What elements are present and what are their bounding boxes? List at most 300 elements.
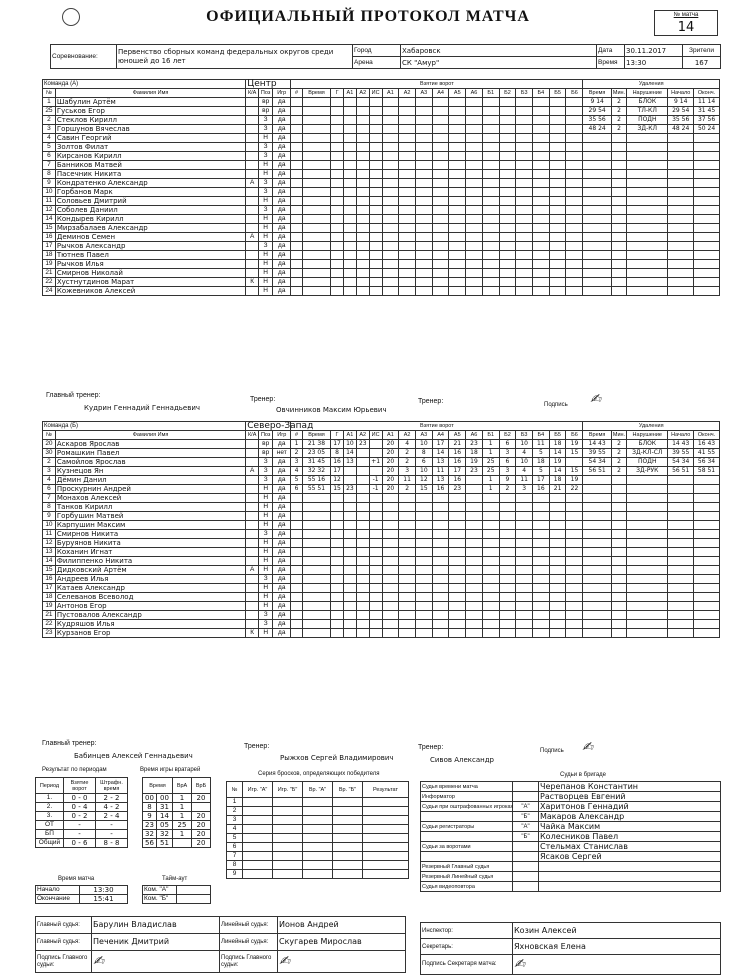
shootout-cell: [243, 870, 273, 879]
goalie-cell: 31: [157, 803, 173, 812]
goal-cell: [302, 107, 330, 116]
goal-cell: [356, 503, 369, 512]
goal-cell: [449, 98, 466, 107]
goal-cell: [549, 548, 566, 557]
goal-cell: [369, 503, 382, 512]
table-row: [43, 260, 720, 269]
goal-cell: [516, 125, 533, 134]
teamA-col-plus-5: А6: [466, 89, 483, 98]
player-position: Н: [259, 170, 273, 179]
goal-cell: [549, 620, 566, 629]
goal-cell: [516, 521, 533, 530]
goal-cell: [291, 512, 303, 521]
goal-cell: 4: [399, 440, 416, 449]
goal-cell: [482, 521, 499, 530]
goal-cell: [343, 494, 356, 503]
player-captain: [246, 224, 259, 233]
goal-cell: [302, 575, 330, 584]
goal-cell: [416, 242, 433, 251]
penalty-cell: [583, 152, 611, 161]
goal-cell: 16: [449, 449, 466, 458]
goalie-cell: 20: [192, 830, 211, 839]
goal-cell: [382, 215, 399, 224]
goal-time: [302, 458, 330, 467]
player-name: Кондратенко Александр: [55, 179, 245, 188]
pen-end-sec: 55: [707, 449, 716, 456]
player-name: Деминов Семен: [55, 233, 245, 242]
shootout-col-goalie-a: Вр. "А": [303, 782, 333, 798]
goal-cell: [416, 224, 433, 233]
goal-cell: [416, 260, 433, 269]
periods-col-pim: Штрафн. время: [96, 778, 128, 794]
goal-cell: [356, 557, 369, 566]
goal-cell: [399, 575, 416, 584]
goal-cell: 19: [566, 476, 583, 485]
goal-cell: [302, 557, 330, 566]
goal-cell: [466, 566, 483, 575]
goal-cell: [369, 98, 382, 107]
goal-cell: [533, 224, 550, 233]
goal-cell: [449, 620, 466, 629]
goal-cell: [566, 602, 583, 611]
goal-cell: [449, 494, 466, 503]
goal-cell: [549, 278, 566, 287]
goal-cell: 1: [291, 440, 303, 449]
player-played: да: [273, 260, 291, 269]
penalty-cell: [694, 143, 720, 152]
goal-cell: [549, 557, 566, 566]
team-a-coach2: Овчинников Максим Юрьевич: [276, 406, 387, 414]
time-label: Время: [597, 57, 625, 69]
penalty-cell: [627, 224, 668, 233]
player-played: да: [273, 134, 291, 143]
goal-cell: [566, 269, 583, 278]
arena-label: Арена: [353, 57, 401, 69]
player-played: да: [273, 287, 291, 296]
goal-cell: [416, 278, 433, 287]
penalty-cell: [583, 548, 611, 557]
goal-cell: [432, 278, 449, 287]
goal-cell: [382, 224, 399, 233]
goal-cell: [482, 188, 499, 197]
team-b-coach2-label: Тренер:: [244, 743, 270, 750]
goal-cell: 13: [432, 458, 449, 467]
player-number: 2: [43, 458, 56, 467]
player-name: Савин Георгий: [55, 134, 245, 143]
official-name: Стельмах Станислав: [539, 842, 721, 852]
team-b-coach: Бабинцев Алексей Геннадьевич: [74, 752, 193, 760]
goal-cell: [356, 566, 369, 575]
goal-cell: [369, 260, 382, 269]
goal-cell: [549, 188, 566, 197]
goal-time-min: 32: [307, 467, 316, 474]
teamB-col-roster-2: К/А: [246, 431, 259, 440]
goal-cell: [516, 197, 533, 206]
goal-cell: [331, 620, 344, 629]
table-row: [43, 269, 720, 278]
goalies-col-time: Время: [143, 778, 173, 794]
goal-cell: 18: [549, 440, 566, 449]
table-row: [36, 821, 128, 830]
goal-cell: [291, 125, 303, 134]
teamB-col-pen-end: Оконч.: [694, 431, 720, 440]
goal-cell: [415, 530, 432, 539]
penalty-cell: [694, 107, 720, 116]
player-name: Золтов Филат: [55, 143, 245, 152]
goal-cell: [533, 557, 550, 566]
goalie-cell: 1: [173, 794, 192, 803]
penalty-cell: [627, 242, 668, 251]
player-captain: [246, 134, 259, 143]
goal-cell: [356, 251, 369, 260]
spectators-value: 167: [683, 57, 721, 69]
penalty-cell: [668, 494, 694, 503]
goal-time: [302, 485, 330, 494]
penalty-cell: [627, 143, 668, 152]
goal-cell: [356, 548, 369, 557]
goal-cell: [432, 107, 449, 116]
player-captain: [246, 161, 259, 170]
goal-cell: [331, 584, 344, 593]
goal-cell: [499, 170, 516, 179]
goal-cell: [566, 512, 583, 521]
shootout-title: Серия бросков, определяющих победителя: [258, 771, 380, 777]
penalty-cell: [627, 278, 668, 287]
penalty-cell: [627, 215, 668, 224]
table-row: [36, 803, 128, 812]
goal-cell: [499, 503, 516, 512]
goal-cell: [533, 539, 550, 548]
goal-cell: [516, 602, 533, 611]
penalty-cell: [694, 224, 720, 233]
penalty-cell: [694, 116, 720, 125]
goal-cell: [499, 548, 516, 557]
goal-cell: [533, 143, 550, 152]
table-row: [36, 794, 128, 803]
goal-cell: 1: [482, 485, 499, 494]
penalty-cell: [627, 512, 668, 521]
goal-cell: [369, 143, 382, 152]
goal-cell: [566, 584, 583, 593]
penalty-cell: 2: [611, 440, 626, 449]
player-captain: [246, 557, 259, 566]
player-position: Н: [259, 215, 273, 224]
official-tag: [513, 842, 539, 852]
penalty-cell: [583, 242, 611, 251]
teamA-col-plus-1: А2: [399, 89, 416, 98]
penalty-cell: [627, 179, 668, 188]
goal-cell: [369, 206, 382, 215]
player-name: Танков Кирилл: [55, 503, 245, 512]
teamB-col-pen-foul: Нарушение: [627, 431, 668, 440]
goal-cell: [416, 152, 433, 161]
player-played: да: [273, 467, 291, 476]
player-number: 21: [43, 269, 56, 278]
player-number: 8: [43, 170, 56, 179]
goal-cell: [566, 521, 583, 530]
player-number: 17: [43, 242, 56, 251]
penalty-cell: [627, 287, 668, 296]
goal-cell: [516, 557, 533, 566]
goal-cell: [466, 161, 483, 170]
player-number: 23: [43, 629, 56, 638]
teamB-table: [42, 421, 720, 638]
goalies-title: Время игры вратарей: [140, 767, 201, 773]
pen-end-sec: 56: [707, 116, 716, 123]
teamB-col-goal-2: Г: [331, 431, 344, 440]
player-name: Горбанов Марк: [55, 188, 245, 197]
goal-cell: [466, 521, 483, 530]
shootout-cell: [303, 843, 333, 852]
penalty-cell: [583, 188, 611, 197]
penalty-cell: ЗД-КЛ-СЛ: [627, 449, 668, 458]
penalty-cell: [611, 161, 626, 170]
goal-cell: [549, 584, 566, 593]
player-played: да: [273, 251, 291, 260]
goal-cell: [331, 602, 344, 611]
goal-cell: [566, 143, 583, 152]
goal-cell: [302, 503, 330, 512]
table-row: [43, 548, 720, 557]
goal-cell: [566, 233, 583, 242]
main-referee-2: Печеник Дмитрий: [92, 934, 220, 951]
player-number: 30: [43, 449, 56, 458]
goal-cell: [516, 530, 533, 539]
goal-cell: [516, 179, 533, 188]
player-name: Пасечник Никита: [55, 170, 245, 179]
player-position: Н: [259, 287, 273, 296]
goal-cell: [382, 188, 399, 197]
city-label: Город: [353, 45, 401, 57]
goal-cell: [356, 269, 369, 278]
penalty-cell: [694, 566, 720, 575]
official-name: Колесников Павел: [539, 832, 721, 842]
goal-cell: [302, 125, 330, 134]
goal-cell: [449, 287, 466, 296]
goal-cell: 5: [533, 449, 550, 458]
goal-cell: [382, 233, 399, 242]
teamA-col-minus-1: Б2: [499, 89, 516, 98]
goal-cell: [566, 503, 583, 512]
goal-cell: [432, 575, 449, 584]
goal-cell: [432, 557, 449, 566]
goal-cell: [399, 260, 416, 269]
penalty-cell: [668, 197, 694, 206]
table-row: [227, 807, 409, 816]
goal-cell: [399, 503, 416, 512]
goal-cell: [432, 224, 449, 233]
player-name: Рычков Александр: [55, 242, 245, 251]
goal-cell: 23: [466, 467, 483, 476]
player-captain: [246, 476, 259, 485]
goal-cell: [302, 593, 330, 602]
goal-cell: [356, 143, 369, 152]
player-position: З: [259, 143, 273, 152]
player-number: 7: [43, 161, 56, 170]
goal-cell: [382, 566, 399, 575]
player-position: Н: [259, 278, 273, 287]
goal-cell: [449, 206, 466, 215]
player-captain: К: [246, 278, 259, 287]
goal-cell: [549, 170, 566, 179]
player-position: З: [259, 575, 273, 584]
period-name: ОТ: [36, 821, 64, 830]
penalty-cell: [668, 134, 694, 143]
table-row: [421, 832, 721, 842]
goal-cell: [449, 521, 466, 530]
goal-cell: 5: [533, 467, 550, 476]
penalty-cell: [611, 485, 626, 494]
goal-cell: [399, 512, 416, 521]
goal-cell: [516, 287, 533, 296]
goal-cell: [432, 503, 449, 512]
goal-cell: [466, 584, 483, 593]
goal-cell: [482, 593, 499, 602]
goal-cell: [343, 629, 356, 638]
penalty-cell: [611, 557, 626, 566]
match-time-title: Время матча: [58, 876, 95, 882]
goal-cell: [399, 125, 416, 134]
goal-cell: [533, 512, 550, 521]
shootout-cell: [303, 834, 333, 843]
table-row: [43, 206, 720, 215]
goal-cell: [533, 233, 550, 242]
pen-start-min: 9: [674, 98, 678, 105]
city-value: Хабаровск: [401, 45, 597, 57]
goal-cell: [356, 134, 369, 143]
pen-start-sec: 54: [681, 107, 690, 114]
player-number: 25: [43, 107, 56, 116]
goal-cell: [466, 620, 483, 629]
shootout-cell: [363, 870, 409, 879]
goalies-table: [142, 777, 211, 848]
player-captain: А: [246, 566, 259, 575]
goal-cell: [499, 521, 516, 530]
goal-cell: [533, 125, 550, 134]
table-row: [43, 161, 720, 170]
pen-start-sec: 51: [681, 467, 690, 474]
goal-cell: [291, 161, 303, 170]
goal-cell: [549, 566, 566, 575]
goal-time-min: 23: [307, 449, 316, 456]
penalty-cell: [627, 503, 668, 512]
goal-cell: [416, 143, 433, 152]
table-row: [43, 188, 720, 197]
goal-cell: [549, 593, 566, 602]
table-row: [421, 872, 721, 882]
penalty-cell: [611, 134, 626, 143]
goal-cell: [449, 593, 466, 602]
player-number: 11: [43, 197, 56, 206]
period-pim: 2 - 2: [96, 794, 128, 803]
player-number: 14: [43, 215, 56, 224]
goal-cell: [415, 629, 432, 638]
player-position: Н: [259, 539, 273, 548]
goal-cell: [449, 179, 466, 188]
player-captain: А: [246, 467, 259, 476]
penalty-cell: [668, 260, 694, 269]
goal-cell: [331, 539, 344, 548]
goal-cell: [331, 242, 344, 251]
player-captain: [246, 620, 259, 629]
goal-cell: [482, 233, 499, 242]
goal-cell: [343, 530, 356, 539]
official-tag: [513, 882, 539, 892]
team-a-coach-label: Главный тренер:: [46, 392, 101, 399]
teamA-col-pen-end: Оконч.: [694, 89, 720, 98]
goal-cell: 15: [415, 485, 432, 494]
goal-cell: [356, 521, 369, 530]
penalty-cell: [627, 134, 668, 143]
goal-cell: [466, 134, 483, 143]
goal-cell: [343, 521, 356, 530]
period-name: 1.: [36, 794, 64, 803]
teamB-col-goal-4: А2: [356, 431, 369, 440]
goal-cell: [449, 629, 466, 638]
goal-cell: [369, 530, 382, 539]
official-name: Чайка Максим: [539, 822, 721, 832]
goal-cell: 14: [343, 449, 356, 458]
goal-cell: [415, 539, 432, 548]
goal-cell: [302, 566, 330, 575]
penalty-cell: [583, 260, 611, 269]
shootout-no: 2: [227, 807, 243, 816]
goal-cell: 2: [291, 449, 303, 458]
shootout-cell: [273, 852, 303, 861]
penalty-cell: [611, 620, 626, 629]
goal-cell: [356, 224, 369, 233]
goal-cell: [566, 206, 583, 215]
goal-cell: [432, 188, 449, 197]
goalie-cell: [192, 803, 211, 812]
player-position: З: [259, 620, 273, 629]
goal-cell: [566, 548, 583, 557]
player-played: да: [273, 107, 291, 116]
goal-cell: [516, 233, 533, 242]
table-row: [227, 870, 409, 879]
player-number: 3: [43, 125, 56, 134]
goal-cell: [416, 188, 433, 197]
teamB-col-roster-3: Поз: [259, 431, 273, 440]
teamB-col-minus-4: Б5: [549, 431, 566, 440]
player-played: да: [273, 179, 291, 188]
player-number: 4: [43, 134, 56, 143]
goal-cell: [356, 161, 369, 170]
pen-time-sec: 51: [598, 467, 606, 474]
goal-cell: [449, 251, 466, 260]
table-row: [43, 575, 720, 584]
goal-cell: [466, 539, 483, 548]
goal-cell: [399, 602, 416, 611]
team-a-coach3-label: Тренер:: [418, 398, 444, 405]
goal-cell: [449, 548, 466, 557]
goal-cell: [415, 494, 432, 503]
goal-cell: [302, 224, 330, 233]
goal-cell: [343, 125, 356, 134]
pen-time-sec: 14: [596, 98, 604, 105]
goal-cell: [499, 611, 516, 620]
penalty-cell: [694, 287, 720, 296]
pen-time-min: 29: [588, 107, 597, 114]
goal-cell: [369, 197, 382, 206]
goal-cell: [416, 170, 433, 179]
penalty-cell: [668, 170, 694, 179]
player-position: З: [259, 242, 273, 251]
official-name: Растворцев Евгений: [539, 792, 721, 802]
page-title: ОФИЦИАЛЬНЫЙ ПРОТОКОЛ МАТЧА: [206, 8, 530, 25]
goal-cell: [291, 278, 303, 287]
goal-cell: [466, 215, 483, 224]
